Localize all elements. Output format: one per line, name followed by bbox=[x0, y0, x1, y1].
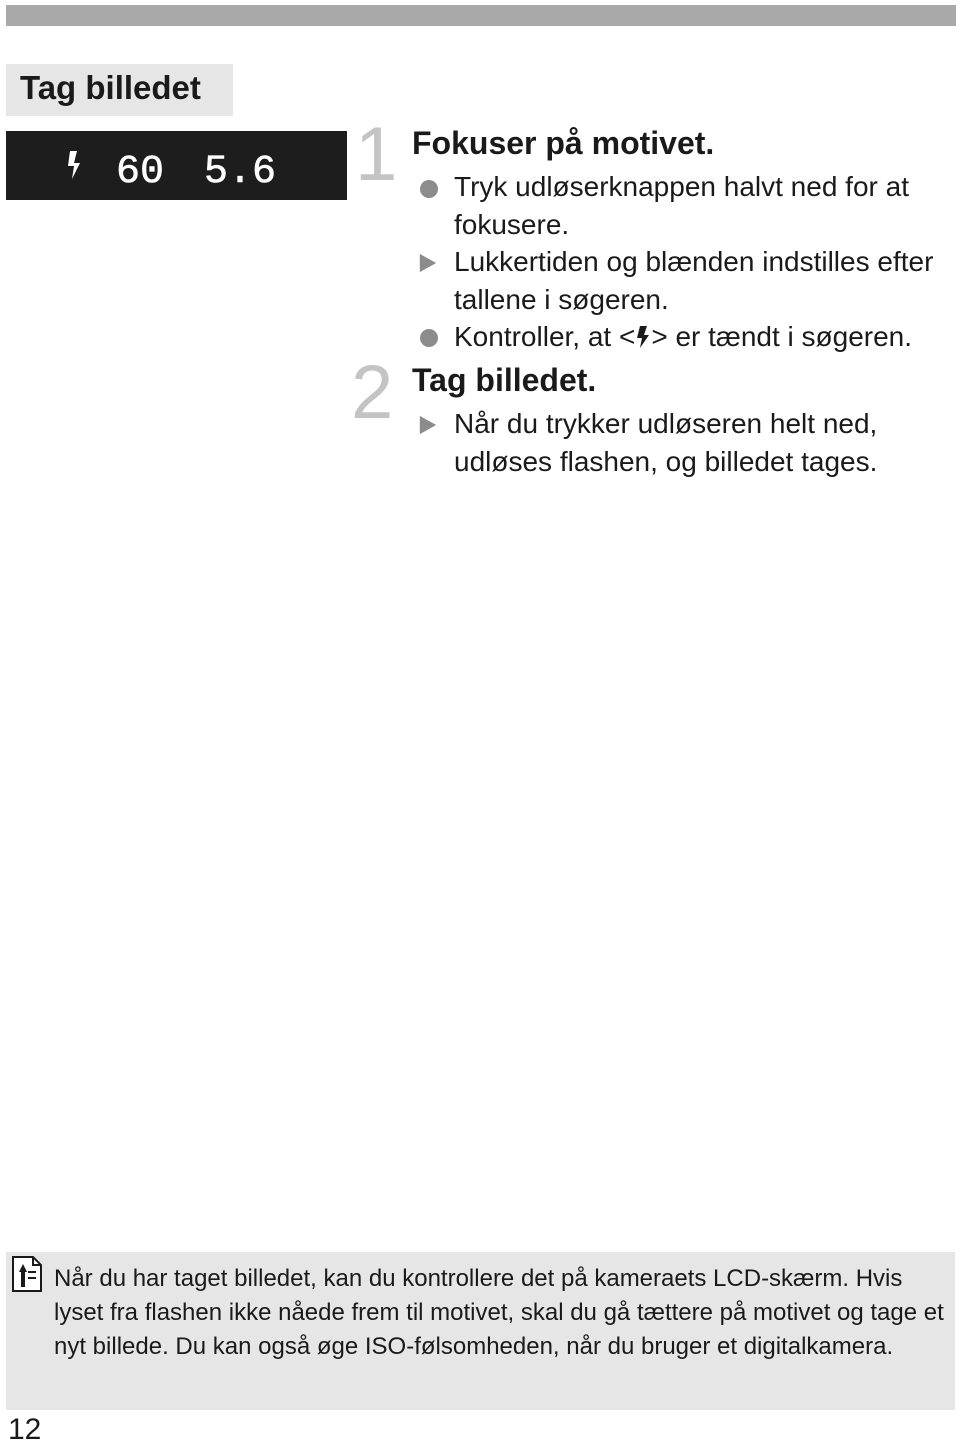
item-text-before: Kontroller, at < bbox=[454, 321, 636, 352]
arrow-bullet-icon bbox=[418, 415, 438, 435]
viewfinder-display bbox=[6, 131, 347, 200]
bullet-dot-icon bbox=[420, 329, 438, 347]
arrow-bullet-icon bbox=[418, 253, 438, 273]
step-title: Fokuser på motivet. bbox=[412, 125, 715, 161]
step-item bbox=[454, 318, 954, 356]
lcd-shutter-value: 60 bbox=[116, 150, 165, 195]
item-text-after: > er tændt i søgeren. bbox=[651, 321, 913, 352]
note-icon bbox=[10, 1254, 44, 1294]
page-number: 12 bbox=[8, 1413, 42, 1446]
lcd-flash-icon bbox=[68, 151, 80, 179]
bullet-dot-icon bbox=[420, 180, 438, 198]
note-text: Når du har taget billedet, kan du kontrollere det på kameraets LCD-skærm. Hvis lyset fra flashen ikke nåede frem til motivet, skal du gå tættere på motivet og tage et nyt billede. Du kan også øge ISO-følsomheden, når du bruger et digitalkamera. bbox=[54, 1265, 944, 1360]
step-title: Tag billedet. bbox=[412, 362, 597, 398]
top-bar bbox=[6, 5, 956, 26]
step-item: Når du trykker udløseren helt ned, udløses flashen, og billedet tages. bbox=[454, 408, 878, 477]
note-box bbox=[6, 1252, 955, 1410]
step-number: 2 bbox=[351, 350, 394, 435]
step-item: Lukkertiden og blænden indstilles efter tallene i søgeren. bbox=[454, 246, 934, 315]
section-heading: Tag billedet bbox=[6, 64, 233, 116]
flash-icon bbox=[635, 325, 651, 349]
lcd-aperture-value: 5.6 bbox=[204, 150, 277, 195]
step-number: 1 bbox=[355, 112, 398, 197]
step-item: Tryk udløserknappen halvt ned for at fokusere. bbox=[454, 171, 909, 240]
